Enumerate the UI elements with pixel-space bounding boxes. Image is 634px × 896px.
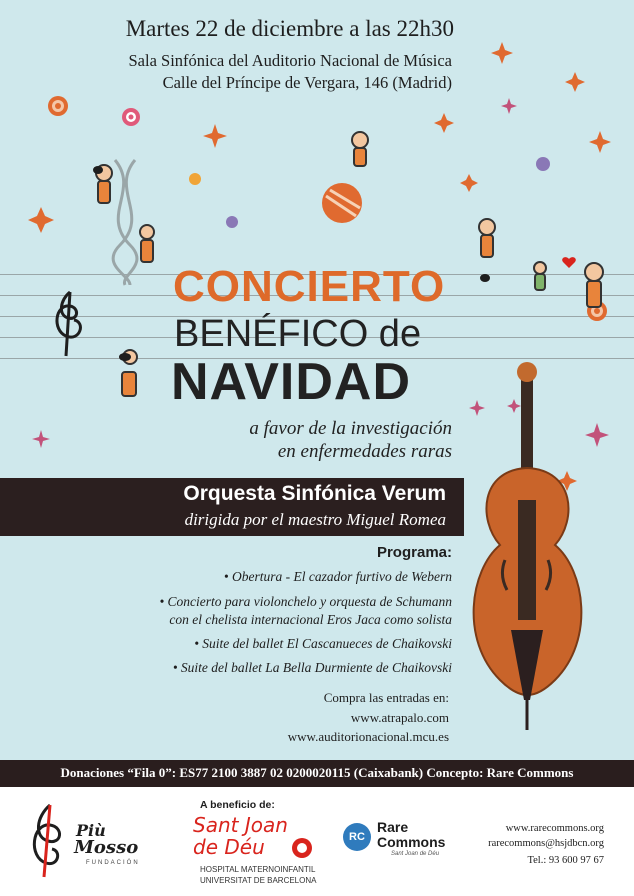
event-venue: Sala Sinfónica del Auditorio Nacional de Música bbox=[128, 51, 452, 70]
ticket-link-atrapalo[interactable]: www.atrapalo.com bbox=[350, 710, 449, 725]
program-heading: Programa: bbox=[376, 544, 452, 561]
ball-icon bbox=[322, 183, 362, 223]
event-date: Martes 22 de diciembre a las 22h30 bbox=[125, 16, 454, 41]
title-benefico: BENÉFICO de bbox=[174, 313, 422, 355]
orchestra-name: Orquesta Sinfónica Verum bbox=[183, 482, 446, 505]
subtitle-line-1: a favor de la investigación bbox=[249, 418, 452, 439]
donations-text: Donaciones “Fila 0”: ES77 2100 3887 02 0200020115 (Caixabank) Concepto: Rare Commons bbox=[60, 765, 574, 780]
dna-icon bbox=[113, 160, 137, 285]
rare-commons-tag: Sant Joan de Déu bbox=[391, 851, 440, 857]
footer bbox=[0, 787, 634, 896]
title-concierto: CONCIERTO bbox=[173, 262, 446, 311]
contact-email[interactable]: rarecommons@hsjdbcn.org bbox=[488, 838, 604, 849]
program-item: con el chelista internacional Eros Jaca como solista bbox=[169, 612, 452, 627]
rare-commons-badge: RC bbox=[343, 823, 371, 851]
rare-commons-line2: Commons bbox=[377, 834, 446, 850]
contact-website[interactable]: www.rarecommons.org bbox=[505, 823, 604, 834]
sjd-line1: Sant Joan bbox=[193, 813, 288, 837]
piu-mosso-line1: Più bbox=[76, 821, 106, 840]
cello-illustration bbox=[474, 362, 582, 730]
orchestra-conductor: dirigida por el maestro Miguel Romea bbox=[184, 510, 446, 529]
piu-mosso-clef-icon bbox=[28, 801, 68, 881]
piu-mosso-line2: Mosso bbox=[74, 837, 139, 858]
subtitle-line-2: en enfermedades raras bbox=[277, 441, 452, 462]
event-address: Calle del Príncipe de Vergara, 146 (Madrid) bbox=[162, 73, 452, 92]
heart-icon bbox=[562, 257, 576, 268]
contact-phone: Tel.: 93 600 97 67 bbox=[527, 855, 604, 866]
beneficiary-label: A beneficio de: bbox=[200, 799, 275, 811]
sjd-line2: de Déu bbox=[193, 835, 265, 859]
program-item: • Suite del ballet La Bella Durmiente de Chaikovski bbox=[172, 660, 452, 675]
piu-mosso-sub: FUNDACIÓN bbox=[86, 860, 140, 866]
dot-icon bbox=[189, 157, 550, 228]
sjd-hospital: HOSPITAL MATERNOINFANTIL bbox=[200, 865, 316, 874]
program-item: • Concierto para violonchelo y orquesta de Schumann bbox=[159, 594, 452, 609]
sjd-university: UNIVERSITAT DE BARCELONA bbox=[200, 876, 317, 885]
ticket-link-auditorio[interactable]: www.auditorionacional.mcu.es bbox=[287, 729, 449, 744]
rare-commons-line1: Rare bbox=[377, 819, 409, 835]
sjd-emblem-icon bbox=[291, 837, 313, 859]
program-item: • Suite del ballet El Cascanueces de Chaikovski bbox=[194, 636, 452, 651]
title-navidad: NAVIDAD bbox=[171, 353, 412, 411]
program-item: • Obertura - El cazador furtivo de Webern bbox=[223, 569, 452, 584]
treble-clef-icon bbox=[57, 292, 80, 356]
tickets-label: Compra las entradas en: bbox=[323, 690, 449, 705]
